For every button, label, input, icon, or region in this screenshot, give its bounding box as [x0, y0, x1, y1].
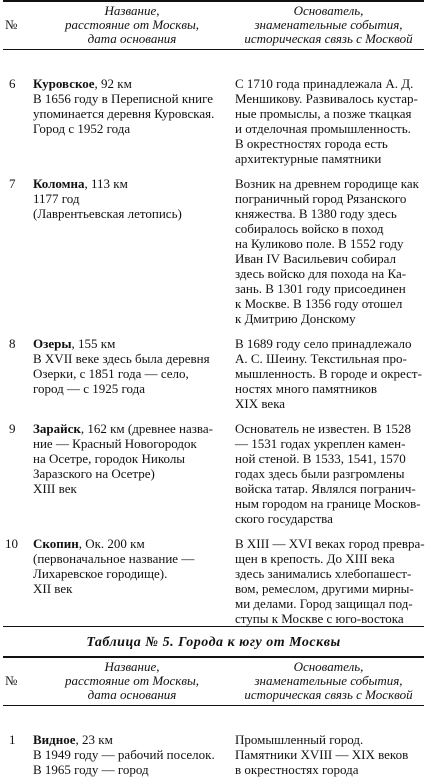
city-cell: Зарайск, 162 км (древнее назва- ние — Красный Новогородок на Осетре, городок Николы Заразского на Осетре) XIII век [31, 411, 233, 526]
row-number: 9 [3, 411, 31, 526]
header-city: Название, расстояние от Москвы, дата основания [31, 657, 233, 706]
row-number: 6 [3, 50, 31, 167]
table-row [3, 706, 424, 777]
description-cell: Возник на древнем городище как пограничный город Рязанского княжества. В 1380 году здесь собиралось войско в поход на Куликово поле. В 1552 году Иван IV Васильевич собирал здесь войско для похода на Ка- зань. В 1301 году присоединен к Москве. В 1356 году отошел к Дмитрию Донскому [233, 166, 424, 326]
table-header [3, 657, 424, 706]
city-distance: , 113 км [85, 176, 128, 191]
city-cell: Озеры, 155 км В XVII веке здесь была деревня Озерки, с 1851 года — село, город — с 1925 года [31, 326, 233, 411]
table-caption: Таблица № 5. Города к югу от Москвы [0, 635, 427, 650]
city-name: Озеры [33, 336, 72, 351]
city-cell: Куровское, 92 км В 1656 году в Переписной книге упоминается деревня Куровская. Город с 1952 года [31, 50, 233, 167]
table-row [3, 166, 424, 326]
row-number: 7 [3, 166, 31, 326]
city-distance: , 162 км (древнее назва- [81, 421, 213, 436]
table-row [3, 526, 424, 626]
description-cell: Основатель не известен. В 1528 — 1531 годах укреплен камен- ной стеной. В 1533, 1541, 1570 годах здесь были разгромлены войска татар. Являлся погранич- ным городом на границе Москов- ского государства [233, 411, 424, 526]
city-distance: , 155 км [72, 336, 116, 351]
header-number: № [3, 657, 31, 706]
table-row [3, 326, 424, 411]
city-name: Скопин [33, 536, 79, 551]
header-description: Основатель, знаменательные события, историческая связь с Москвой [233, 657, 424, 706]
city-cell: Скопин, Ок. 200 км (первоначальное название — Лихаревское городище). XII век [31, 526, 233, 626]
city-name: Коломна [33, 176, 85, 191]
description-cell: С 1710 года принадлежала А. Д. Меншикову. Развивалось кустар- ные промыслы, а позже ткацкая и отделочная промышленность. В окрестностях города есть архитектурные памятники [233, 50, 424, 167]
description-cell: В 1689 году село принадлежало А. С. Шеину. Текстильная про- мышленность. В городе и окрест- ностях много памятников XIX века [233, 326, 424, 411]
row-number: 10 [3, 526, 31, 626]
description-cell: Промышленный город. Памятники XVIII — XIX веков в окрестностях города [233, 706, 424, 777]
cities-table-5 [3, 656, 424, 777]
table-bottom-rule [3, 626, 424, 627]
city-distance: , 23 км [76, 732, 113, 747]
city-distance: , 92 км [95, 76, 132, 91]
city-name: Видное [33, 732, 76, 747]
city-cell: Видное, 23 км В 1949 году — рабочий поселок. В 1965 году — город [31, 706, 233, 777]
header-city: Название, расстояние от Москвы, дата основания [31, 1, 233, 50]
table-row [3, 50, 424, 167]
city-distance: , Ок. 200 км [79, 536, 145, 551]
cities-table-4 [3, 0, 424, 627]
city-cell: Коломна, 113 км 1177 год (Лаврентьевская летопись) [31, 166, 233, 326]
row-number: 1 [3, 706, 31, 777]
city-name: Зарайск [33, 421, 81, 436]
row-number: 8 [3, 326, 31, 411]
header-number: № [3, 1, 31, 50]
description-cell: В XIII — XVI веках город превра- щен в крепость. До XIII века здесь занимались хлебопашест- вом, ремеслом, другими мирны- ми делами. Город защищал под- ступы к Москве с юго-востока [233, 526, 424, 626]
table-row [3, 411, 424, 526]
city-name: Куровское [33, 76, 95, 91]
table-header [3, 1, 424, 50]
header-description: Основатель, знаменательные события, историческая связь с Москвой [233, 1, 424, 50]
